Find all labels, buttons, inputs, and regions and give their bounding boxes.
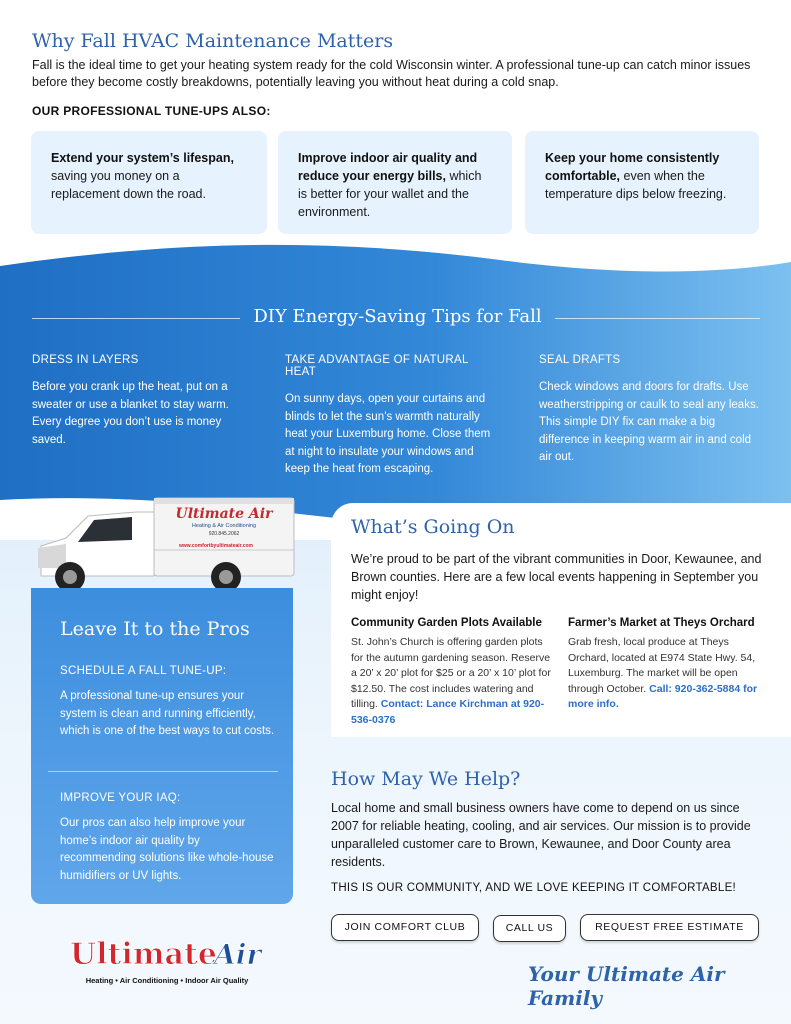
- tip-natural-heat: [285, 354, 500, 479]
- logo-word-air: Air: [214, 938, 262, 971]
- request-estimate-button[interactable]: REQUEST FREE ESTIMATE: [580, 914, 759, 941]
- truck-web: www.comfortbyultimateair.com: [179, 543, 253, 549]
- tuneups-heading: OUR PROFESSIONAL TUNE-UPS ALSO:: [32, 104, 271, 118]
- diy-title: DIY Energy-Saving Tips for Fall: [253, 306, 542, 327]
- event-text: St. John’s Church is offering garden plots for the autumn gardening season. Reserve a 20’ x 20’ plot for $25 or a 20’ x 10’ plot for $12.50. The cost includes watering and tilling.: [351, 636, 551, 710]
- pros-divider: [48, 771, 278, 772]
- tip-body: Check windows and doors for drafts. Use weatherstripping or caulk to seal any leaks. This simple DIY fix can make a big difference in keeping warm air in and cold air out.: [539, 381, 759, 463]
- logo-word-ultimate: Ultimate: [70, 937, 217, 972]
- diy-divider-right: [555, 318, 760, 319]
- pros-body-iaq: Our pros can also help improve your home’s indoor air quality by recommending solutions like whole-house humidifiers or UV lights.: [60, 817, 274, 882]
- pros-heading-tuneup: SCHEDULE A FALL TUNE-UP:: [60, 665, 227, 677]
- tip-heading: TAKE ADVANTAGE OF NATURAL HEAT: [285, 354, 469, 378]
- benefit-card-bold: Extend your system’s lifespan,: [51, 151, 234, 165]
- events-title: What’s Going On: [351, 516, 515, 538]
- event-body: [351, 635, 556, 728]
- benefit-card-text: even when the temperature dips below freezing.: [545, 169, 727, 201]
- help-body: Local home and small business owners have come to depend on us since 2007 for reliable heating, cooling, and air services. Our mission is to provide unparalleled customer care to Brown, Kewaunee, and Door County area residents.: [331, 801, 751, 869]
- event-contact-link[interactable]: Contact: Lance Kirchman at 920-536-0376: [351, 698, 545, 726]
- benefit-card-text: which is better for your wallet and the environment.: [298, 169, 482, 219]
- tip-body: On sunny days, open your curtains and blinds to let the sun’s warmth naturally heat your Luxemburg home. Close them at night to insulate your windows and keep the heat from escaping.: [285, 393, 491, 475]
- event-heading: Community Garden Plots Available: [351, 617, 542, 629]
- benefit-card-lifespan: [31, 131, 267, 234]
- events-intro: We’re proud to be part of the vibrant communities in Door, Kewaunee, and Brown counties. Here are a few local events happening in September you might enjoy!: [351, 552, 762, 602]
- maintenance-title: Why Fall HVAC Maintenance Matters: [32, 30, 394, 52]
- help-tagline: THIS IS OUR COMMUNITY, AND WE LOVE KEEPING IT COMFORTABLE!: [331, 882, 737, 894]
- benefit-card-bold: Keep your home consistently comfortable,: [545, 151, 720, 183]
- tip-seal-drafts: [539, 354, 764, 467]
- tip-dress-layers: [32, 354, 247, 449]
- tip-heading: SEAL DRAFTS: [539, 354, 621, 366]
- benefit-card-air-quality: [278, 131, 512, 234]
- benefit-card-comfort: [525, 131, 759, 234]
- pros-title: Leave It to the Pros: [60, 618, 250, 640]
- diy-divider-left: [32, 318, 240, 319]
- truck-phone: 920.845.2062: [208, 531, 240, 537]
- logo-tagline: Heating • Air Conditioning • Indoor Air Quality: [85, 976, 249, 985]
- pros-body-tuneup: A professional tune-up ensures your system is clean and running efficiently, which is one of the best ways to cut costs.: [60, 690, 275, 737]
- service-truck-image: [36, 488, 298, 600]
- signature: Your Ultimate Air Family: [528, 962, 725, 1010]
- benefit-card-bold: Improve indoor air quality and reduce your energy bills,: [298, 151, 478, 183]
- pros-heading-iaq: IMPROVE YOUR IAQ:: [60, 792, 181, 804]
- event-contact-link[interactable]: Call: 920-362-5884 for more info.: [568, 682, 758, 710]
- event-garden-plots: [351, 617, 556, 728]
- tip-heading: DRESS IN LAYERS: [32, 354, 139, 366]
- event-text: Grab fresh, local produce at Theys Orchard, located at E974 State Hwy. 54, Luxemburg. The market will be open through October.: [568, 636, 756, 695]
- maintenance-intro: Fall is the ideal time to get your heating system ready for the cold Wisconsin winter. A professional tune-up can catch minor issues before they become costly breakdowns, potentially leaving you without heat during a cold snap.: [32, 58, 751, 89]
- event-farmers-market: [568, 617, 768, 713]
- event-body: [568, 635, 768, 713]
- truck-brand: Ultimate Air: [175, 506, 273, 522]
- tip-body: Before you crank up the heat, put on a sweater or use a blanket to stay warm. Every degree you don’t use is money saved.: [32, 381, 229, 446]
- call-us-button[interactable]: CALL US: [493, 915, 566, 942]
- event-heading: Farmer’s Market at Theys Orchard: [568, 617, 755, 629]
- help-title: How May We Help?: [331, 768, 521, 790]
- truck-sub: Heating & Air Conditioning: [191, 523, 257, 529]
- join-comfort-club-button[interactable]: JOIN COMFORT CLUB: [331, 914, 479, 941]
- benefit-card-text: saving you money on a replacement down the road.: [51, 169, 206, 201]
